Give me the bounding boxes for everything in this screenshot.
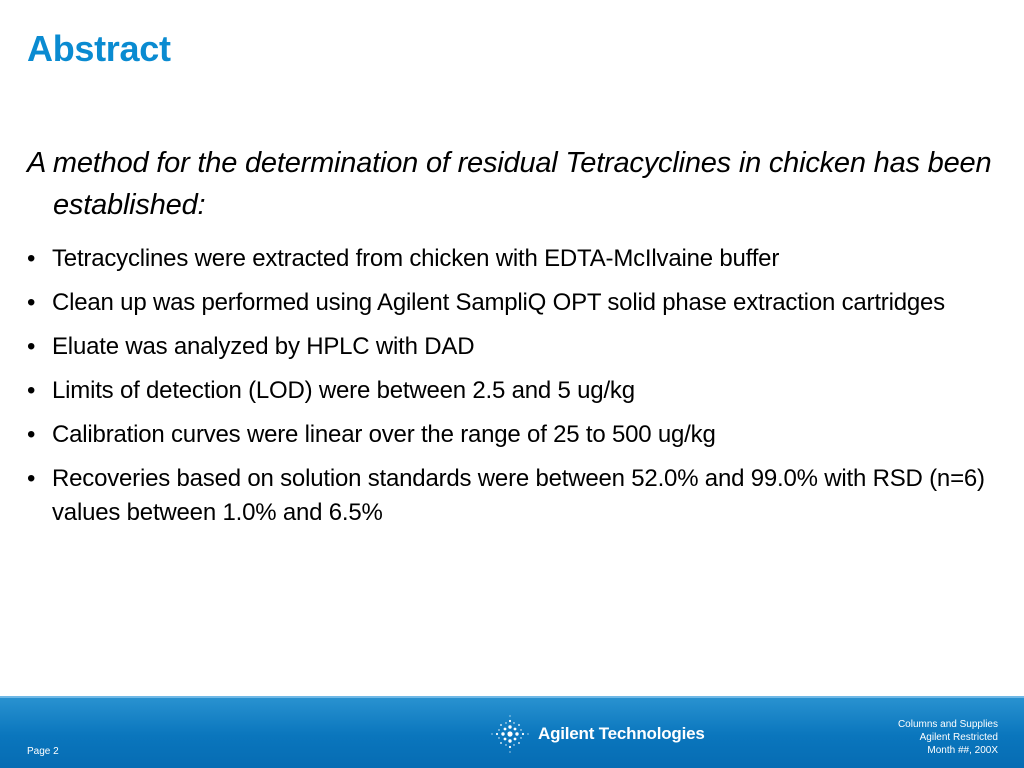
bullet-text: Limits of detection (LOD) were between 2.5 and 5 ug/kg (52, 377, 635, 404)
bullet-item (27, 286, 1007, 320)
bullet-dot-icon: • (27, 333, 36, 360)
footer-info (898, 718, 998, 757)
bullet-list (27, 242, 1007, 530)
footer-bar (0, 696, 1024, 768)
bullet-text: Recoveries based on solution standards were between 52.0% and 99.0% with RSD (n=6) values between 1.0% and 6.5% (52, 465, 985, 526)
bullet-dot-icon: • (27, 377, 36, 404)
bullet-dot-icon: • (27, 465, 36, 492)
bullet-item (27, 462, 1007, 530)
agilent-logo (490, 714, 705, 754)
slide-content (27, 142, 1007, 540)
agilent-spark-icon (490, 714, 530, 754)
bullet-item (27, 330, 1007, 364)
footer-line-date: Month ##, 200X (927, 745, 998, 756)
footer-line-division: Columns and Supplies (897, 719, 998, 730)
bullet-text: Tetracyclines were extracted from chicken with EDTA-McIlvaine buffer (52, 245, 780, 272)
bullet-text: Eluate was analyzed by HPLC with DAD (52, 333, 475, 360)
slide-title: Abstract (27, 28, 171, 69)
bullet-dot-icon: • (27, 421, 36, 448)
bullet-item (27, 242, 1007, 276)
bullet-item (27, 418, 1007, 452)
page-number: Page 2 (27, 746, 59, 757)
bullet-dot-icon: • (27, 245, 36, 272)
footer-line-classification: Agilent Restricted (919, 732, 998, 743)
bullet-item (27, 374, 1007, 408)
bullet-dot-icon: • (27, 289, 36, 316)
bullet-text: Calibration curves were linear over the range of 25 to 500 ug/kg (52, 421, 716, 448)
logo-wordmark: Agilent Technologies (538, 724, 705, 743)
footer-divider (0, 696, 1024, 698)
bullet-text: Clean up was performed using Agilent SampliQ OPT solid phase extraction cartridges (52, 289, 945, 316)
lead-statement: A method for the determination of residual Tetracyclines in chicken has been established: (27, 147, 992, 221)
